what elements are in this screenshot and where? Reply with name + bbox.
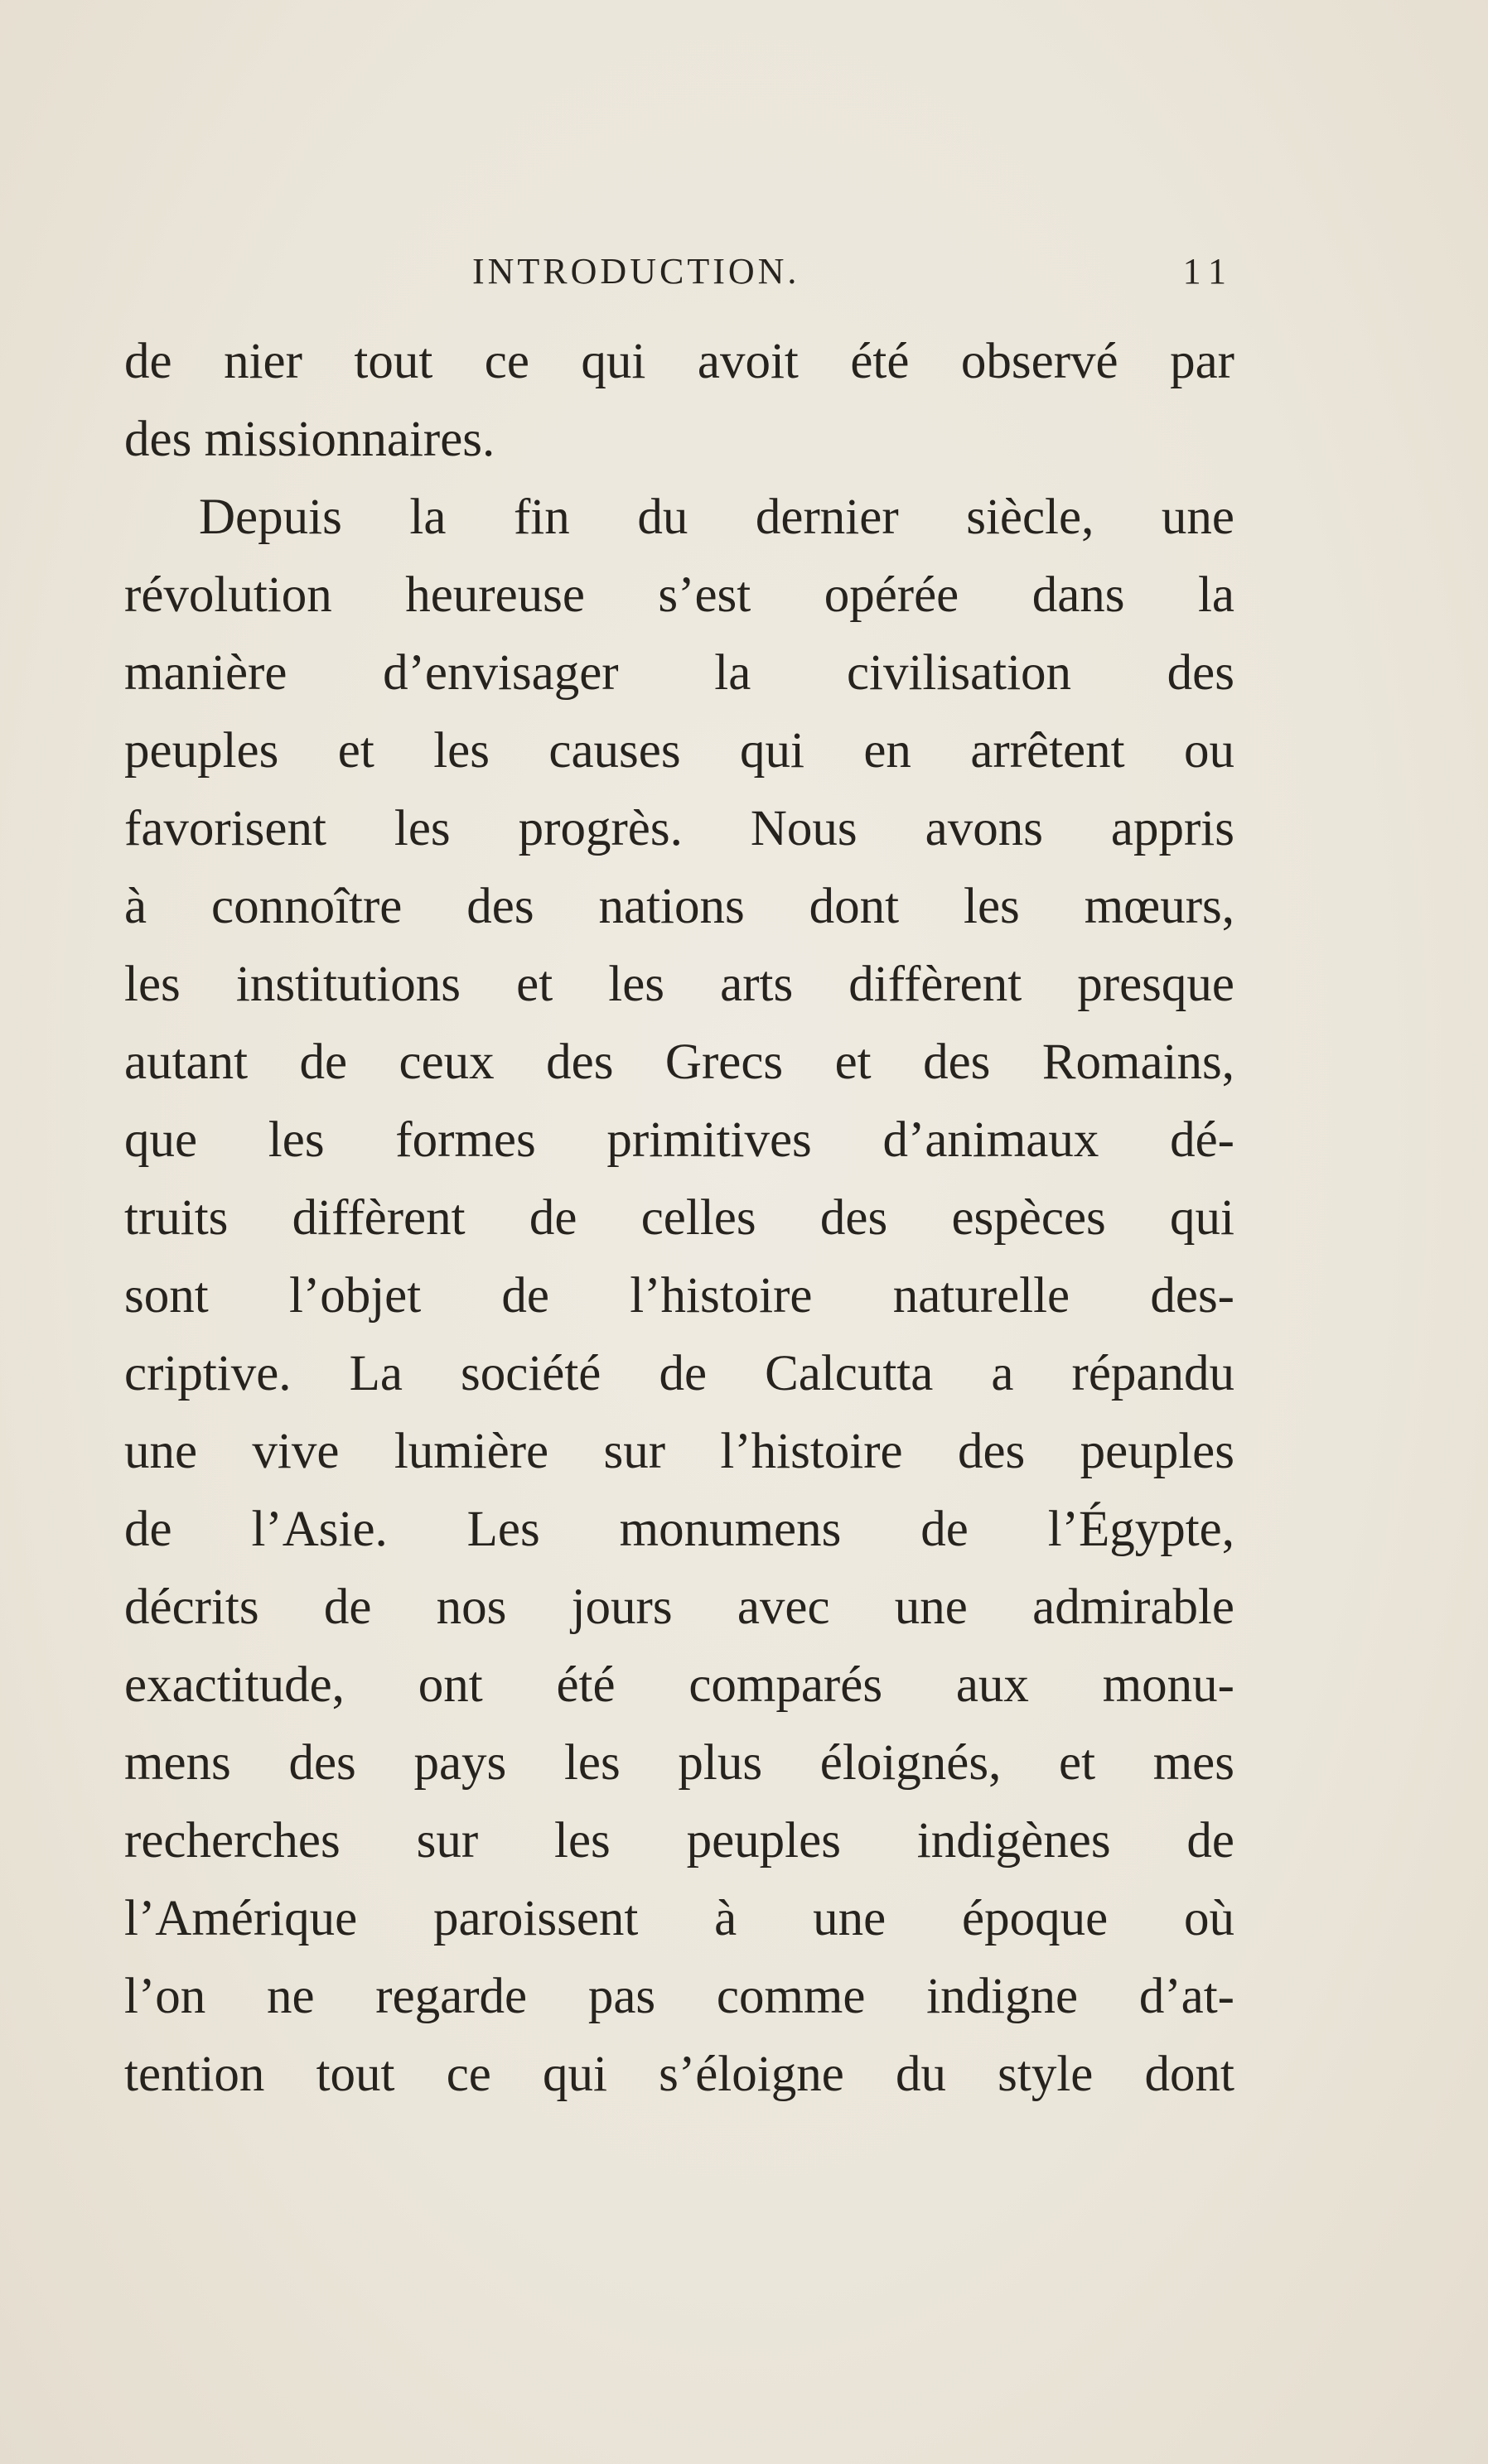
text-line: à connoître des nations dont les mœurs, — [124, 879, 1234, 934]
text-line: décrits de nos jours avec une admirable — [124, 1579, 1234, 1635]
body-text — [124, 323, 1234, 2114]
paragraph-start-line: Depuis la fin du dernier siècle, une — [199, 489, 1234, 545]
text-line: manière d’envisager la civilisation des — [124, 645, 1234, 701]
text-line: recherches sur les peuples indigènes de — [124, 1813, 1234, 1868]
text-line: les institutions et les arts diffèrent presque — [124, 957, 1234, 1012]
running-head-title: INTRODUCTION. — [472, 251, 800, 292]
page-number: 11 — [1182, 251, 1234, 292]
text-line: criptive. La société de Calcutta a répandu — [124, 1346, 1234, 1401]
text-line: tention tout ce qui s’éloigne du style dont — [124, 2047, 1234, 2102]
text-line: de l’Asie. Les monumens de l’Égypte, — [124, 1502, 1234, 1557]
running-head — [124, 247, 1234, 297]
text-line: exactitude, ont été comparés aux monu- — [124, 1657, 1234, 1713]
text-line: sont l’objet de l’histoire naturelle des- — [124, 1268, 1234, 1324]
text-line: que les formes primitives d’animaux dé- — [124, 1112, 1234, 1168]
text-line: mens des pays les plus éloignés, et mes — [124, 1735, 1234, 1791]
text-line: peuples et les causes qui en arrêtent ou — [124, 723, 1234, 779]
text-line: révolution heureuse s’est opérée dans la — [124, 567, 1234, 623]
text-line: l’on ne regarde pas comme indigne d’at- — [124, 1969, 1234, 2024]
text-line: des missionnaires. — [124, 412, 495, 467]
text-line: favorisent les progrès. Nous avons appris — [124, 801, 1234, 856]
text-line: une vive lumière sur l’histoire des peuples — [124, 1424, 1234, 1479]
text-line: autant de ceux des Grecs et des Romains, — [124, 1034, 1234, 1090]
text-line: l’Amérique paroissent à une époque où — [124, 1891, 1234, 1946]
text-line: de nier tout ce qui avoit été observé par — [124, 334, 1234, 389]
text-line: truits diffèrent de celles des espèces qui — [124, 1190, 1234, 1246]
